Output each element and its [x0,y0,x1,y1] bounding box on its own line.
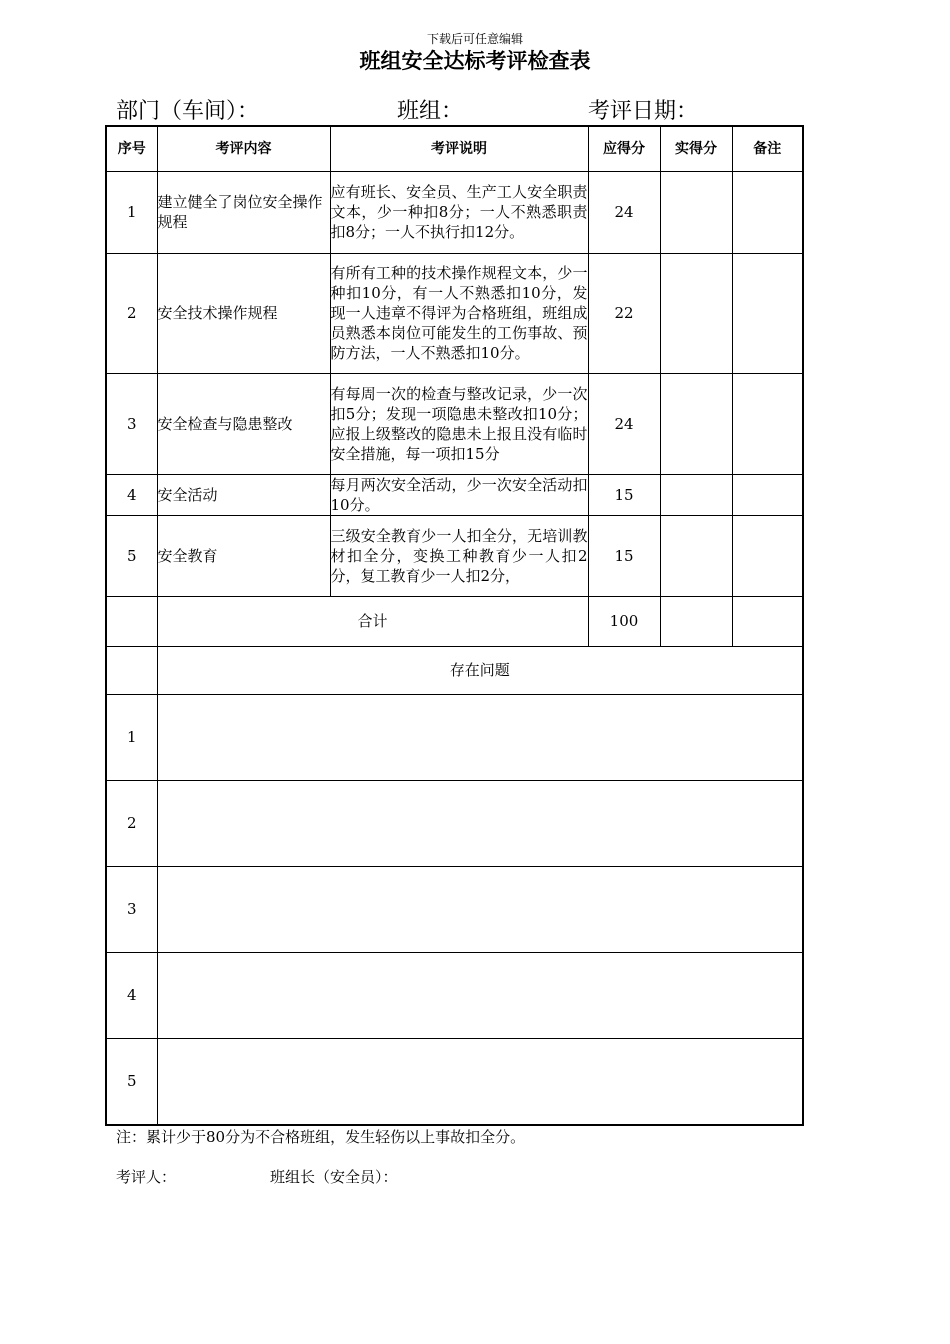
total-score: 100 [588,596,660,646]
row-no: 2 [106,253,157,373]
row-actual[interactable] [660,253,732,373]
row-desc: 有每周一次的检查与整改记录，少一次扣5分；发现一项隐患未整改扣10分；应报上级整改的隐患未上报且没有临时安全措施，每一项扣15分 [330,373,588,474]
row-remark[interactable] [732,171,803,253]
total-actual[interactable] [660,596,732,646]
issue-text[interactable] [157,1038,803,1125]
table-row [106,474,803,515]
total-remark[interactable] [732,596,803,646]
table-row [106,253,803,373]
row-score: 24 [588,373,660,474]
row-content: 建立健全了岗位安全操作规程 [157,171,330,253]
table-row [106,171,803,253]
issues-header-row [106,646,803,694]
row-remark[interactable] [732,515,803,596]
issue-text[interactable] [157,866,803,952]
team-label: 班组： [397,99,464,124]
row-no: 3 [106,373,157,474]
reviewer-label: 考评人： [116,1168,177,1186]
table-row [106,515,803,596]
row-actual[interactable] [660,171,732,253]
issues-no [106,646,157,694]
row-remark[interactable] [732,373,803,474]
row-no: 5 [106,515,157,596]
row-remark[interactable] [732,474,803,515]
download-note: 下载后可任意编辑 [426,32,523,46]
issues-label: 存在问题 [157,646,803,694]
col-header-content: 考评内容 [157,126,330,171]
issue-no: 5 [106,1038,157,1125]
col-header-actual: 实得分 [660,126,732,171]
issue-no: 2 [106,780,157,866]
issue-row [106,694,803,780]
col-header-desc: 考评说明 [330,126,588,171]
total-no [106,596,157,646]
row-desc: 应有班长、安全员、生产工人安全职责文本，少一种扣8分；一人不熟悉职责扣8分；一人不执行扣12分。 [330,171,588,253]
team-leader-label: 班组长（安全员）： [270,1168,398,1186]
issue-row [106,1038,803,1125]
row-content: 安全活动 [157,474,330,515]
total-label: 合计 [157,596,588,646]
issue-row [106,780,803,866]
table-row [106,373,803,474]
row-score: 22 [588,253,660,373]
issue-no: 1 [106,694,157,780]
col-header-remark: 备注 [732,126,803,171]
issue-text[interactable] [157,780,803,866]
date-label: 考评日期： [588,99,699,124]
row-no: 1 [106,171,157,253]
row-no: 4 [106,474,157,515]
row-remark[interactable] [732,253,803,373]
issue-no: 4 [106,952,157,1038]
row-actual[interactable] [660,515,732,596]
row-content: 安全检查与隐患整改 [157,373,330,474]
department-label: 部门（车间）： [116,99,260,124]
issue-row [106,866,803,952]
col-header-score: 应得分 [588,126,660,171]
issue-text[interactable] [157,694,803,780]
issue-text[interactable] [157,952,803,1038]
issue-row [106,952,803,1038]
table-header-row [106,126,803,171]
col-header-no: 序号 [106,126,157,171]
row-actual[interactable] [660,373,732,474]
footer-note: 注：累计少于80分为不合格班组，发生轻伤以上事故扣全分。 [116,1128,526,1146]
row-score: 15 [588,474,660,515]
row-desc: 三级安全教育少一人扣全分，无培训教材扣全分，变换工种教育少一人扣2分，复工教育少一人扣2分， [330,515,588,596]
row-content: 安全技术操作规程 [157,253,330,373]
row-desc: 每月两次安全活动，少一次安全活动扣10分。 [330,475,588,514]
row-content: 安全教育 [157,515,330,596]
inspection-table [105,125,804,1126]
row-desc: 有所有工种的技术操作规程文本，少一种扣10分，有一人不熟悉扣10分，发现一人违章不得评为合格班组，班组成员熟悉本岗位可能发生的工伤事故、预防方法，一人不熟悉扣10分。 [330,253,588,373]
row-score: 15 [588,515,660,596]
row-score: 24 [588,171,660,253]
issue-no: 3 [106,866,157,952]
document-title: 班组安全达标考评检查表 [359,49,591,73]
row-actual[interactable] [660,474,732,515]
total-row [106,596,803,646]
